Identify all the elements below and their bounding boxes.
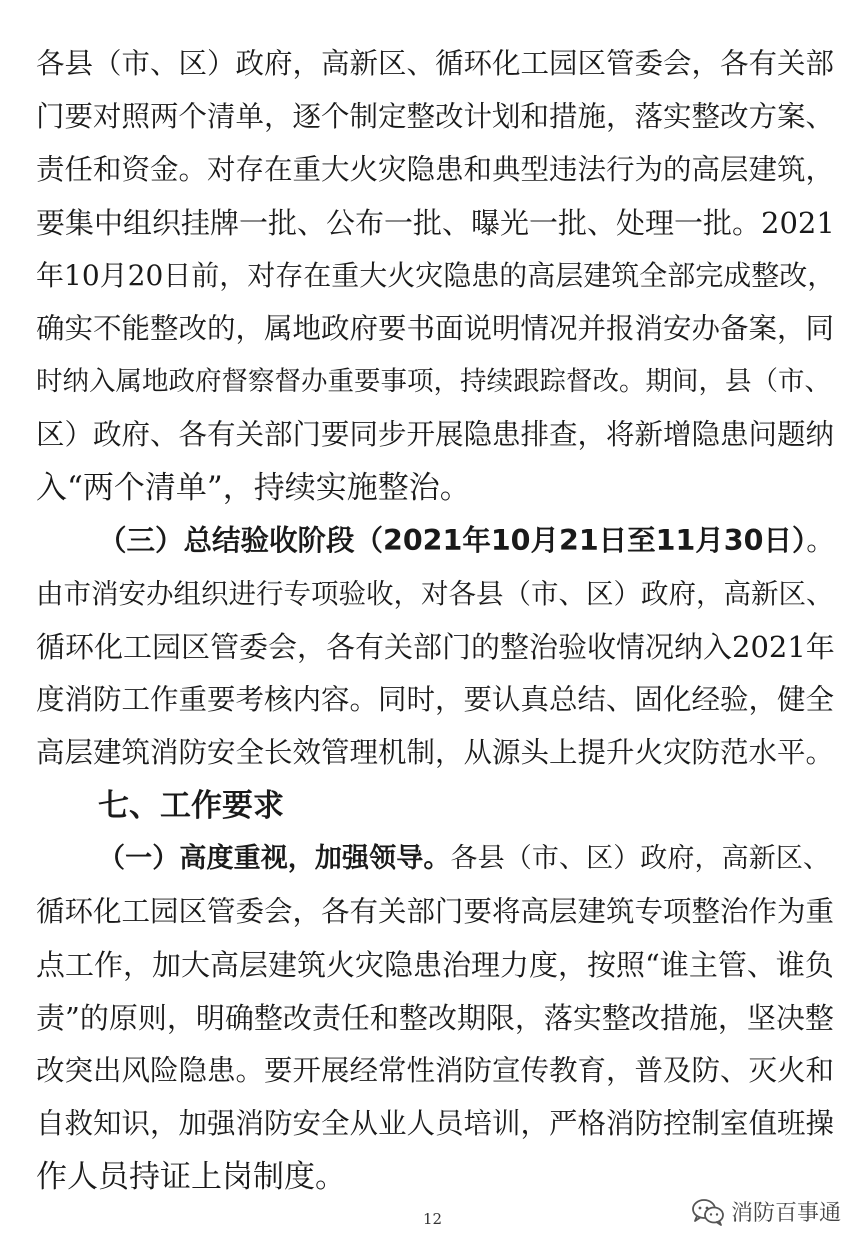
section-7-1-heading-line — [98, 839, 830, 879]
paragraph-line: 度消防工作重要考核内容。同时，要认真总结、固化经验，健全 — [36, 683, 835, 716]
watermark — [691, 1196, 841, 1227]
paragraph-line: 时纳入属地政府督察督办重要事项，持续跟踪督改。期间，县（市、 — [36, 366, 831, 397]
section-7-1-heading-tail: 各县（市、区）政府，高新区、 — [450, 843, 830, 874]
paragraph-line: 确实不能整改的，属地政府要书面说明情况并报消安办备案，同 — [36, 312, 835, 345]
paragraph-line: 作人员持证上岗制度。 — [36, 1159, 346, 1195]
section-7-1-heading: （一）高度重视，加强领导。 — [98, 843, 451, 874]
chapter-7-heading: 七、工作要求 — [98, 788, 284, 824]
paragraph-line: 区）政府、各有关部门要同步开展隐患排查，将新增隐患问题纳 — [36, 418, 835, 451]
paragraph-line: 改突出风险隐患。要开展经常性消防宣传教育，普及防、灭火和 — [36, 1054, 835, 1087]
paragraph-line: 各县（市、区）政府，高新区、循环化工园区管委会，各有关部 — [36, 47, 835, 80]
page-number: 12 — [422, 1210, 443, 1228]
paragraph-line: 自救知识，加强消防安全从业人员培训，严格消防控制室值班操 — [36, 1107, 835, 1140]
watermark-text: 消防百事通 — [730, 1201, 841, 1226]
section-3-heading: （三）总结验收阶段（2021年10月21日至11月30日） — [98, 524, 807, 557]
paragraph-line: 责任和资金。对存在重大火灾隐患和典型违法行为的高层建筑， — [36, 153, 835, 186]
section-3-heading-line — [98, 521, 835, 561]
paragraph-line: 年10月20日前，对存在重大火灾隐患的高层建筑全部完成整改， — [36, 259, 836, 292]
paragraph-line: 门要对照两个清单，逐个制定整改计划和措施，落实整改方案、 — [36, 100, 835, 133]
paragraph-line: 要集中组织挂牌一批、公布一批、曝光一批、处理一批。2021 — [36, 206, 835, 240]
paragraph-line: 循环化工园区管委会，各有关部门的整治验收情况纳入2021年 — [36, 630, 835, 664]
paragraph-line: 由市消安办组织进行专项验收，对各县（市、区）政府，高新区、 — [36, 578, 834, 610]
paragraph-line: 责”的原则，明确整改责任和整改期限，落实整改措施，坚决整 — [36, 1001, 834, 1035]
paragraph-line: 循环化工园区管委会，各有关部门要将高层建筑专项整治作为重 — [36, 895, 835, 928]
wechat-icon — [691, 1197, 725, 1227]
paragraph-line: 高层建筑消防安全长效管理机制，从源头上提升火灾防范水平。 — [36, 736, 835, 769]
paragraph-line: 入“两个清单”，持续实施整治。 — [36, 470, 471, 506]
paragraph-line: 点工作，加大高层建筑火灾隐患治理力度，按照“谁主管、谁负 — [36, 948, 834, 982]
section-3-heading-tail: 。 — [806, 524, 835, 557]
